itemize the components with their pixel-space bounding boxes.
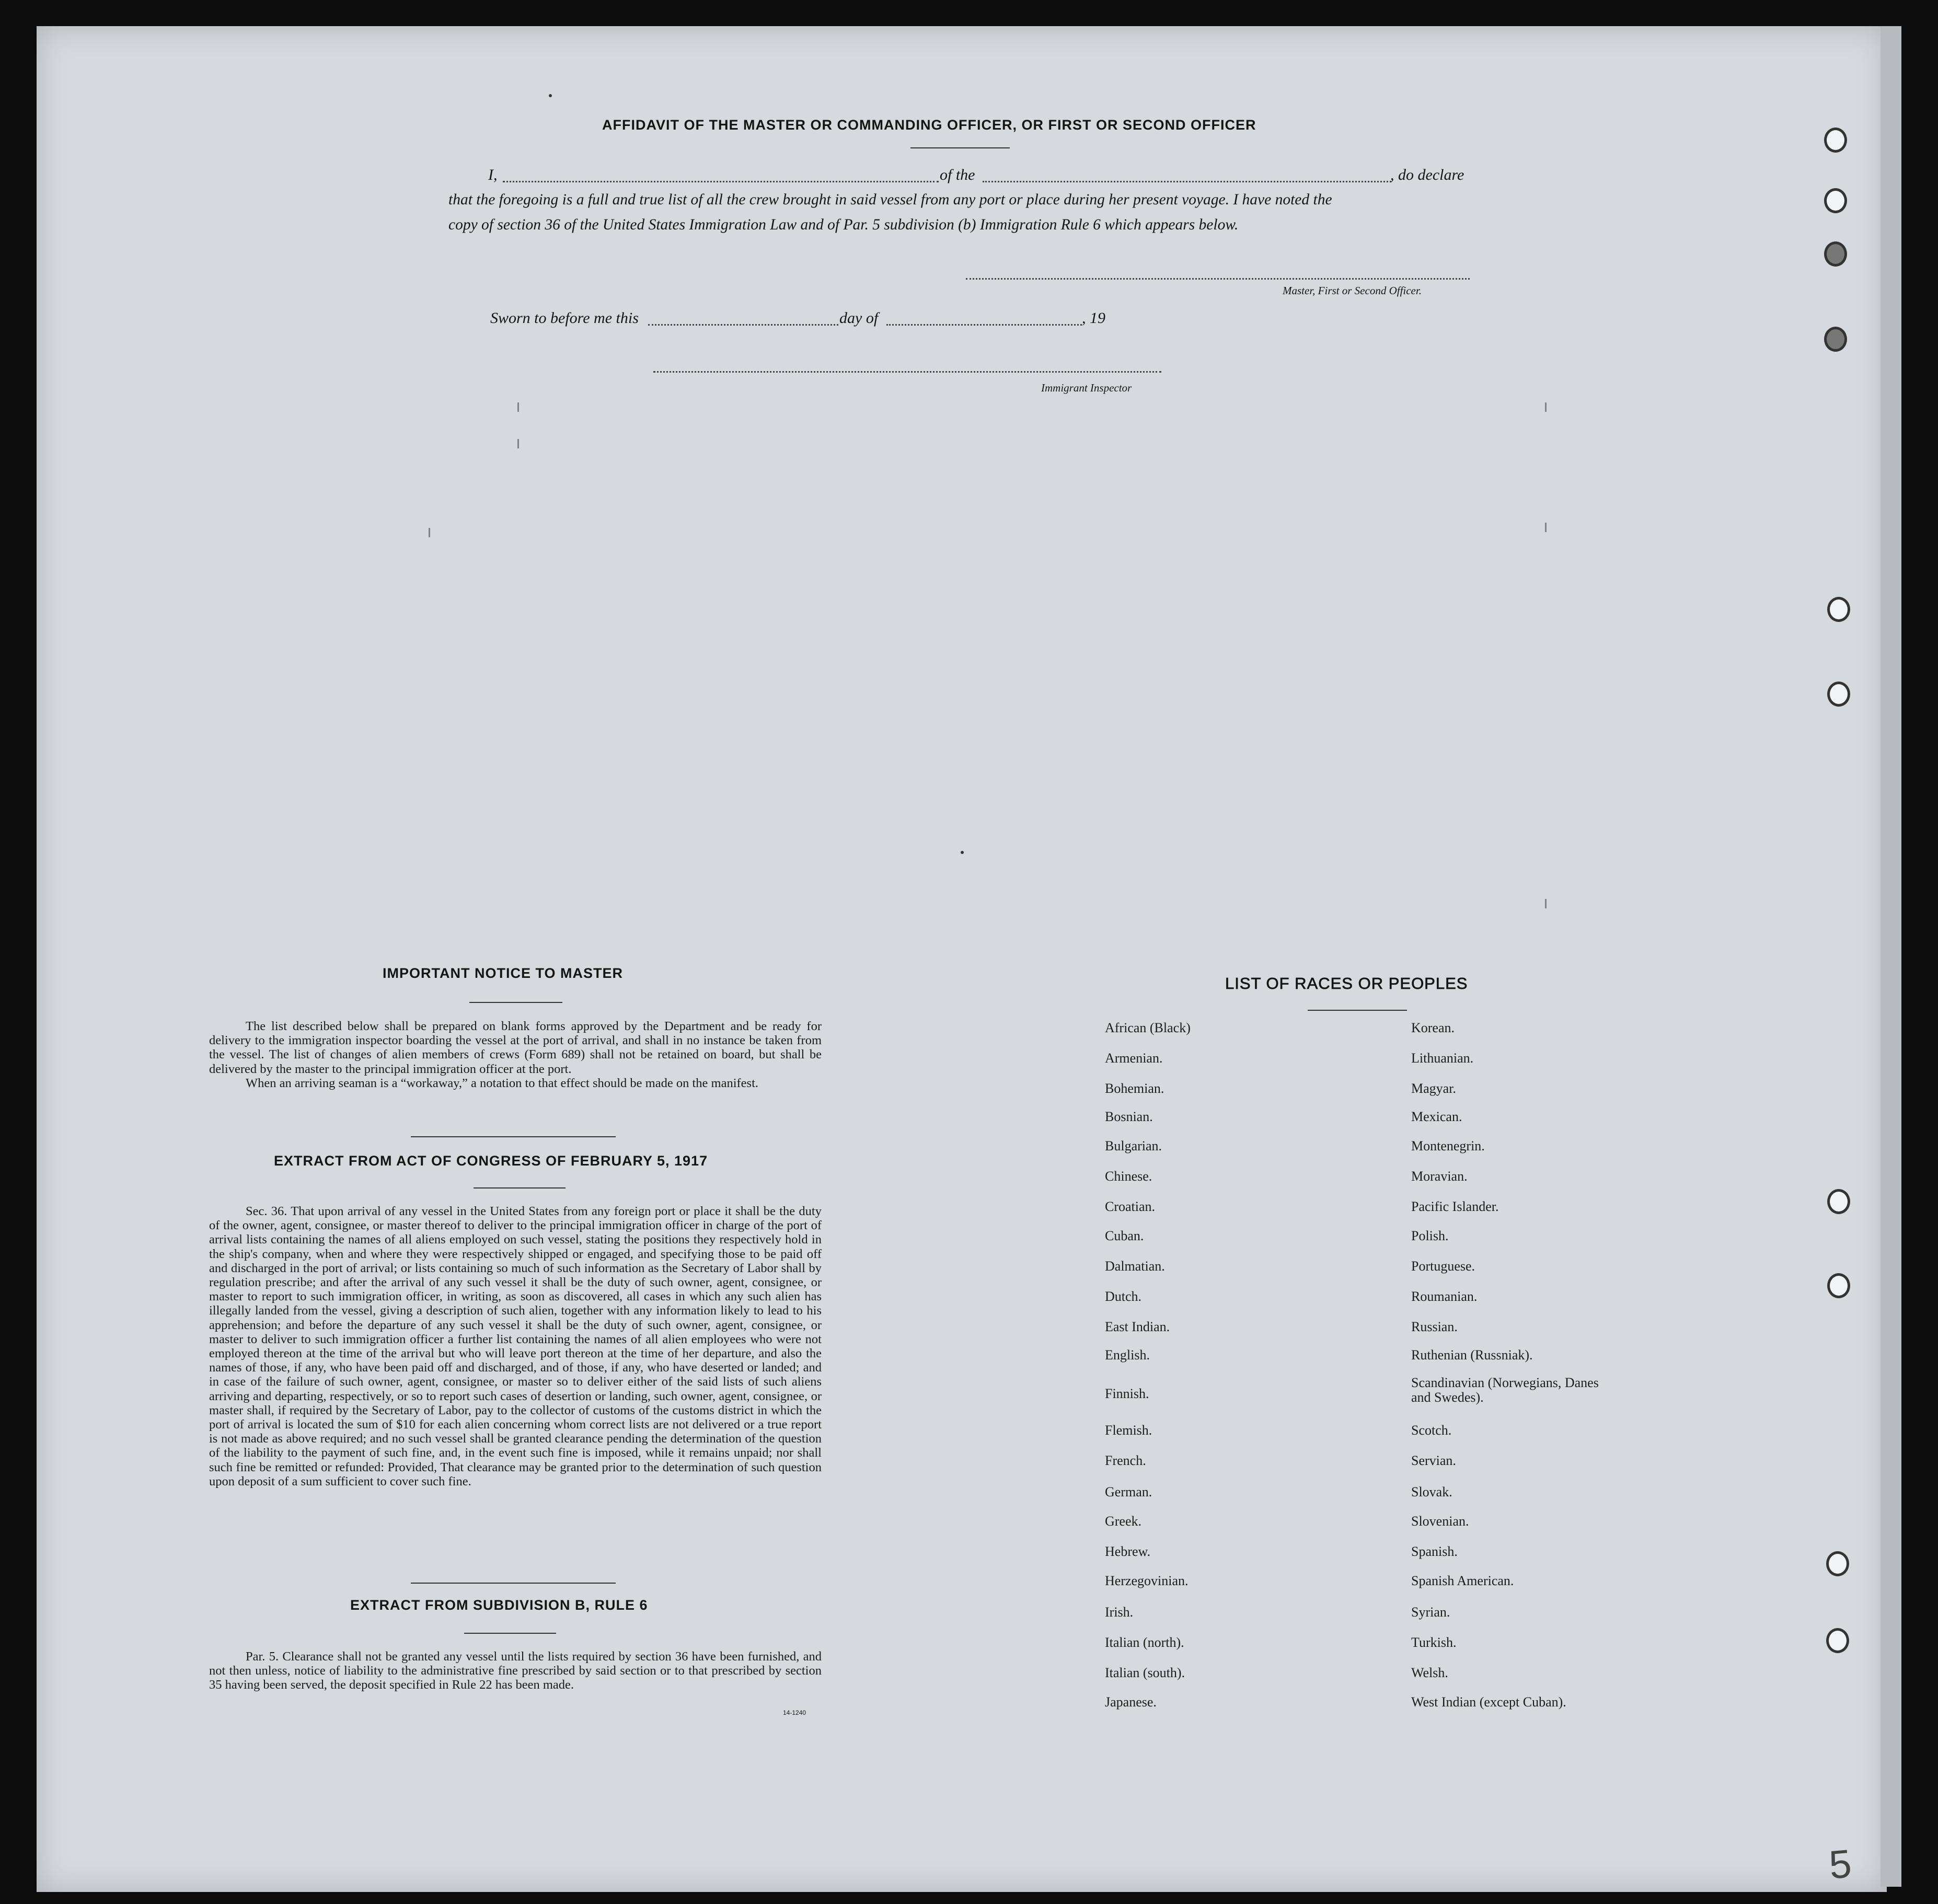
race-entry: German. bbox=[1105, 1484, 1152, 1499]
race-entry: Portuguese. bbox=[1411, 1259, 1475, 1274]
race-entry: Armenian. bbox=[1105, 1051, 1163, 1066]
race-entry: Syrian. bbox=[1411, 1605, 1450, 1620]
binder-hole bbox=[1824, 241, 1847, 267]
race-entry: Turkish. bbox=[1411, 1635, 1457, 1650]
binder-hole bbox=[1824, 128, 1847, 153]
divider bbox=[411, 1583, 616, 1584]
act-title: EXTRACT FROM ACT OF CONGRESS OF FEBRUARY 5, 1917 bbox=[274, 1153, 708, 1169]
act-paragraph: Sec. 36. That upon arrival of any vessel in the United States from any foreign port or place it shall be the duty of the owner, agent, consignee, or master thereof to deliver to the principal immigration officer in charge of the port of arrival lists containing the names of all aliens employed on such vessel, stating the positions they respectively hold in the ship's company, when and where they were respectively shipped or engaged, and specifying those to be paid off and discharged in the port of arrival; or lists containing so much of such information as the Secretary of Labor shall by regulation prescribe; and after the arrival of any such vessel it shall be the duty of such owner, agent, consignee, or master to report to such immigration officer, in writing, as soon as discovered, all cases in which any such alien has illegally landed from the vessel, giving a description of such alien, together with any information likely to lead to his apprehension; and before the departure of any such vessel it shall be the duty of such owner, agent, consignee, or master to deliver to such immigration officer a further list containing the names of all alien employees who were not employed thereon at the time of the arrival but who will leave port thereon at the time of her departure, and also the names of those, if any, who have been paid off and discharged, and of those, if any, who have deserted or landed; and in case of the failure of such owner, agent, consignee, or master so to deliver either of the said lists of such aliens arriving and departing, respectively, or so to report such cases of desertion or landing, such owner, agent, consignee, or master shall, if required by the Secretary of Labor, pay to the collector of customs of the customs district in which the port of arrival is located the sum of $10 for each alien concerning whom correct lists are not delivered or a true report is not made as above required; and no such vessel shall be granted clearance pending the determination of the question of the liability to the payment of such fine, and, in the event such fine is imposed, while it remains unpaid; nor shall such fine be remitted or refunded: Provided, That clearance may be granted prior to the determination of such question upon deposit of a sum sufficient to cover such fine. bbox=[209, 1204, 822, 1488]
race-entry: Chinese. bbox=[1105, 1169, 1152, 1184]
inspector-caption: Immigrant Inspector bbox=[1041, 382, 1132, 394]
race-entry: Italian (north). bbox=[1105, 1635, 1184, 1650]
race-entry: Cuban. bbox=[1105, 1228, 1144, 1243]
race-entry: Slovenian. bbox=[1411, 1514, 1469, 1529]
race-entry: West Indian (except Cuban). bbox=[1411, 1694, 1566, 1710]
race-entry: Spanish American. bbox=[1411, 1573, 1514, 1588]
race-entry: Dalmatian. bbox=[1105, 1259, 1165, 1274]
act-text bbox=[209, 1204, 822, 1488]
divider bbox=[1308, 1010, 1407, 1011]
divider bbox=[474, 1187, 566, 1188]
race-entry: Hebrew. bbox=[1105, 1544, 1151, 1559]
race-entry: Welsh. bbox=[1411, 1665, 1448, 1680]
binder-hole bbox=[1824, 188, 1847, 213]
binder-hole bbox=[1827, 597, 1850, 622]
notice-text bbox=[209, 1019, 822, 1090]
race-entry: African (Black) bbox=[1105, 1020, 1191, 1035]
divider bbox=[411, 1136, 616, 1137]
sworn-day-line bbox=[648, 324, 838, 326]
race-entry: Bosnian. bbox=[1105, 1109, 1153, 1124]
divider bbox=[469, 1002, 562, 1003]
binder-hole bbox=[1827, 1273, 1850, 1298]
affidavit-line-2: that the foregoing is a full and true list of all the crew brought in said vessel from any port or place during her present voyage. I have noted the bbox=[448, 191, 1332, 208]
races-title: LIST OF RACES OR PEOPLES bbox=[1225, 974, 1468, 993]
race-entry: Bulgarian. bbox=[1105, 1138, 1162, 1153]
race-entry: Scandinavian (Norwegians, Danes and Swedes). bbox=[1411, 1375, 1599, 1405]
race-entry: Ruthenian (Russniak). bbox=[1411, 1347, 1533, 1363]
race-entry: Mexican. bbox=[1411, 1109, 1462, 1124]
race-entry: Croatian. bbox=[1105, 1199, 1156, 1214]
bleed-mark bbox=[517, 439, 519, 448]
race-entry: Spanish. bbox=[1411, 1544, 1458, 1559]
race-entry: Servian. bbox=[1411, 1453, 1456, 1468]
race-entry: French. bbox=[1105, 1453, 1146, 1468]
race-entry: Herzegovinian. bbox=[1105, 1573, 1189, 1588]
race-entry: Magyar. bbox=[1411, 1081, 1456, 1096]
speck bbox=[961, 851, 964, 854]
divider bbox=[464, 1633, 556, 1634]
affidavit-line-3: copy of section 36 of the United States Immigration Law and of Par. 5 subdivision (b) Immigration Rule 6 which appears below. bbox=[448, 216, 1239, 233]
race-entry: Polish. bbox=[1411, 1228, 1449, 1243]
affidavit-of-the-label: of the bbox=[940, 166, 975, 183]
bleed-mark bbox=[1545, 899, 1547, 908]
paper-sheet bbox=[37, 26, 1887, 1892]
binder-hole bbox=[1826, 1551, 1849, 1576]
race-entry: Flemish. bbox=[1105, 1423, 1152, 1438]
notice-paragraph-1: The list described below shall be prepared on blank forms approved by the Department and be ready for delivery to the immigration inspector boarding the vessel at the port of arrival, and shall in no instance be taken from the vessel. The list of changes of alien members of crews (Form 689) shall not be retained on board, but shall be delivered by the master to the principal immigration officer at the port. bbox=[209, 1019, 822, 1076]
bleed-mark bbox=[1545, 523, 1547, 532]
notice-title: IMPORTANT NOTICE TO MASTER bbox=[383, 965, 623, 981]
race-entry: Korean. bbox=[1411, 1020, 1455, 1035]
race-entry: Pacific Islander. bbox=[1411, 1199, 1499, 1214]
race-entry: Moravian. bbox=[1411, 1169, 1468, 1184]
day-of-label: day of bbox=[839, 309, 879, 327]
corner-page-mark: 5 bbox=[1827, 1841, 1853, 1888]
rule-title: EXTRACT FROM SUBDIVISION B, RULE 6 bbox=[350, 1597, 648, 1613]
affidavit-declare-label: , do declare bbox=[1390, 166, 1464, 183]
binder-hole bbox=[1826, 1628, 1849, 1653]
race-entry: Slovak. bbox=[1411, 1484, 1452, 1499]
notice-paragraph-2: When an arriving seaman is a “workaway,” a notation to that effect should be made on the manifest. bbox=[246, 1076, 759, 1090]
race-entry: Greek. bbox=[1105, 1514, 1142, 1529]
race-entry: Irish. bbox=[1105, 1605, 1134, 1620]
race-entry: Finnish. bbox=[1105, 1386, 1149, 1401]
binder-hole bbox=[1824, 327, 1847, 352]
vessel-fill-line bbox=[983, 181, 1391, 182]
race-entry: Roumanian. bbox=[1411, 1289, 1478, 1304]
sworn-label: Sworn to before me this bbox=[490, 309, 639, 327]
bleed-mark bbox=[517, 402, 519, 412]
race-entry: Japanese. bbox=[1105, 1694, 1157, 1710]
officer-signature-line bbox=[966, 278, 1470, 280]
officer-caption: Master, First or Second Officer. bbox=[1283, 284, 1422, 297]
race-entry: Lithuanian. bbox=[1411, 1051, 1474, 1066]
affidavit-title: AFFIDAVIT OF THE MASTER OR COMMANDING OFFICER, OR FIRST OR SECOND OFFICER bbox=[602, 117, 1256, 133]
race-entry: Bohemian. bbox=[1105, 1081, 1164, 1096]
race-entry: Scotch. bbox=[1411, 1423, 1452, 1438]
bleed-mark bbox=[1545, 402, 1547, 412]
binder-hole bbox=[1827, 682, 1850, 707]
bleed-mark bbox=[429, 528, 430, 537]
race-entry: Russian. bbox=[1411, 1319, 1458, 1334]
page-edge bbox=[1881, 26, 1901, 1887]
form-number: 14-1240 bbox=[783, 1709, 806, 1716]
race-entry: English. bbox=[1105, 1347, 1150, 1363]
binder-hole bbox=[1827, 1189, 1850, 1214]
inspector-signature-line bbox=[653, 371, 1161, 373]
divider bbox=[910, 147, 1010, 148]
race-entry: East Indian. bbox=[1105, 1319, 1170, 1334]
race-entry: Italian (south). bbox=[1105, 1665, 1185, 1680]
name-fill-line bbox=[503, 181, 939, 182]
rule-paragraph: Par. 5. Clearance shall not be granted any vessel until the lists required by section 36 have been furnished, and not then unless, notice of liability to the administrative fine prescribed by said section or to that prescribed by section 35 having been served, the deposit specified in Rule 22 has been made. bbox=[209, 1649, 822, 1692]
year-label: , 19 bbox=[1082, 309, 1105, 327]
speck bbox=[549, 94, 552, 97]
race-entry: Montenegrin. bbox=[1411, 1138, 1485, 1153]
race-entry: Dutch. bbox=[1105, 1289, 1142, 1304]
sworn-month-line bbox=[886, 324, 1082, 326]
rule-text bbox=[209, 1649, 822, 1692]
affidavit-i-label: I, bbox=[488, 166, 498, 183]
